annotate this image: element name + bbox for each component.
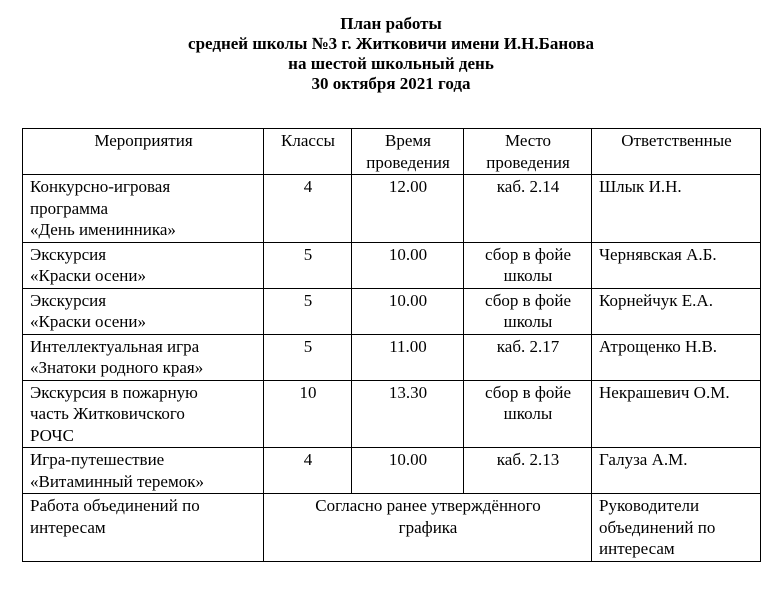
table-row (23, 334, 761, 380)
table-row (23, 175, 761, 243)
event-cell: Работа объединений по интересам (23, 494, 264, 562)
responsible-cell: Некрашевич О.М. (592, 380, 761, 448)
event-cell: Интеллектуальная игра «Знатоки родного края» (23, 334, 264, 380)
time-cell: 12.00 (352, 175, 464, 243)
event-cell: Игра-путешествие «Витаминный теремок» (23, 448, 264, 494)
place-cell: сбор в фойе школы (464, 288, 592, 334)
plan-title (0, 14, 782, 94)
place-cell: каб. 2.14 (464, 175, 592, 243)
time-cell: 11.00 (352, 334, 464, 380)
event-cell: Конкурсно-игровая программа «День именинника» (23, 175, 264, 243)
place-cell: каб. 2.17 (464, 334, 592, 380)
title-line-4: 30 октября 2021 года (311, 74, 471, 93)
responsible-cell: Атрощенко Н.В. (592, 334, 761, 380)
header-events: Мероприятия (23, 129, 264, 175)
table-row-clubs (23, 494, 761, 562)
header-grades: Классы (264, 129, 352, 175)
time-cell: 10.00 (352, 448, 464, 494)
schedule-cell: Согласно ранее утверждённого графика (264, 494, 592, 562)
responsible-cell: Галуза А.М. (592, 448, 761, 494)
responsible-cell: Руководители объединений по интересам (592, 494, 761, 562)
title-line-3: на шестой школьный день (288, 54, 494, 73)
event-cell: Экскурсия «Краски осени» (23, 288, 264, 334)
table-row (23, 380, 761, 448)
header-place: Место проведения (464, 129, 592, 175)
responsible-cell: Чернявская А.Б. (592, 242, 761, 288)
place-cell: сбор в фойе школы (464, 242, 592, 288)
responsible-cell: Шлык И.Н. (592, 175, 761, 243)
time-cell: 13.30 (352, 380, 464, 448)
grade-cell: 5 (264, 242, 352, 288)
place-cell: сбор в фойе школы (464, 380, 592, 448)
grade-cell: 4 (264, 175, 352, 243)
grade-cell: 5 (264, 334, 352, 380)
header-responsible: Ответственные (592, 129, 761, 175)
title-line-1: План работы (340, 14, 442, 33)
place-cell: каб. 2.13 (464, 448, 592, 494)
table-header-row (23, 129, 761, 175)
grade-cell: 4 (264, 448, 352, 494)
table-row (23, 448, 761, 494)
grade-cell: 10 (264, 380, 352, 448)
responsible-cell: Корнейчук Е.А. (592, 288, 761, 334)
schedule-table (22, 128, 761, 562)
title-line-2: средней школы №3 г. Житковичи имени И.Н.Банова (188, 34, 594, 53)
event-cell: Экскурсия «Краски осени» (23, 242, 264, 288)
table-row (23, 242, 761, 288)
header-time: Время проведения (352, 129, 464, 175)
grade-cell: 5 (264, 288, 352, 334)
table-row (23, 288, 761, 334)
time-cell: 10.00 (352, 288, 464, 334)
time-cell: 10.00 (352, 242, 464, 288)
event-cell: Экскурсия в пожарную часть Житковичского РОЧС (23, 380, 264, 448)
